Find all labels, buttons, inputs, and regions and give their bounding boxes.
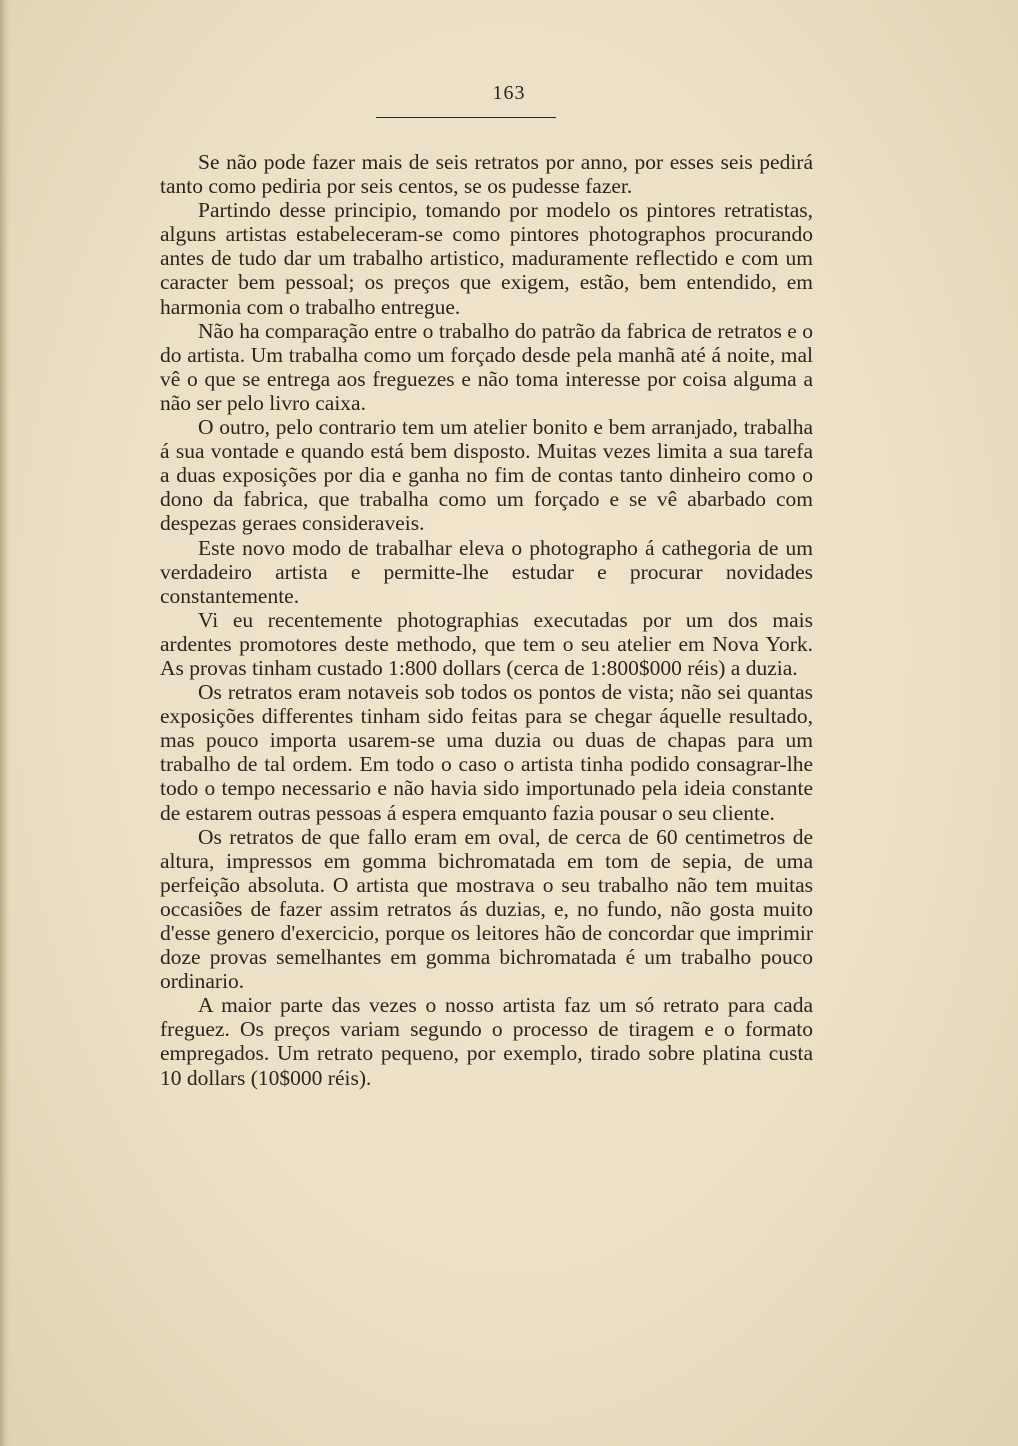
paragraph: Não ha comparação entre o trabalho do patrão da fabrica de retratos e o do artista. Um trabalha como um forçado desde pela manhã até á noite, mal vê o que se entrega aos freguezes e não toma interesse por coisa alguma a não ser pelo livro caixa. [160, 318, 813, 415]
paragraph: Os retratos eram notaveis sob todos os pontos de vista; não sei quantas exposições differentes tinham sido feitas para se chegar áquelle resultado, mas pouco importa usarem-se uma duzia ou duas de chapas para um trabalho de tal ordem. Em todo o caso o artista tinha podido consagrar-lhe todo o tempo necessario e não havia sido importunado pela ideia constante de estarem outras pessoas á espera emquanto fazia pousar o seu cliente. [160, 680, 813, 825]
body-text [160, 150, 813, 1090]
paragraph: A maior parte das vezes o nosso artista faz um só retrato para cada freguez. Os preços variam segundo o processo de tiragem e o formato empregados. Um retrato pequeno, por exemplo, tirado sobre platina custa 10 dollars (10$000 réis). [160, 993, 813, 1090]
paragraph: O outro, pelo contrario tem um atelier bonito e bem arranjado, trabalha á sua vontade e quando está bem disposto. Muitas vezes limita a sua tarefa a duas exposições por dia e ganha no fim de contas tanto dinheiro como o dono da fabrica, que trabalha como um forçado e se vê abarbado com despezas geraes consideraveis. [160, 415, 813, 536]
paragraph: Vi eu recentemente photographias executadas por um dos mais ardentes promotores deste methodo, que tem o seu atelier em Nova York. As provas tinham custado 1:800 dollars (cerca de 1:800$000 réis) a duzia. [160, 607, 813, 680]
header-rule [376, 117, 556, 118]
paragraph: Este novo modo de trabalhar eleva o photographo á cathegoria de um verdadeiro artista e permitte-lhe estudar e procurar novidades constantemente. [160, 535, 813, 608]
page-number: 163 [492, 82, 526, 104]
paragraph: Os retratos de que fallo eram em oval, de cerca de 60 centimetros de altura, impressos em gomma bichromatada em tom de sepia, de uma perfeição absoluta. O artista que mostrava o seu trabalho não tem muitas occasiões de fazer assim retratos ás duzias, e, no fundo, não gosta muito d'esse genero d'exercicio, porque os leitores hão de concordar que imprimir doze provas semelhantes em gomma bichromatada é um trabalho pouco ordinario. [160, 824, 813, 994]
page-binding-edge [0, 0, 10, 1446]
paragraph: Partindo desse principio, tomando por modelo os pintores retratistas, alguns artistas estabeleceram-se como pintores photographos procurando antes de tudo dar um trabalho artistico, maduramente reflectido e com um caracter bem pessoal; os preços que exigem, estão, bem entendido, em harmonia com o trabalho entregue. [160, 198, 813, 319]
paragraph: Se não pode fazer mais de seis retratos por anno, por esses seis pedirá tanto como pediria por seis centos, se os pudesse fazer. [160, 150, 813, 199]
